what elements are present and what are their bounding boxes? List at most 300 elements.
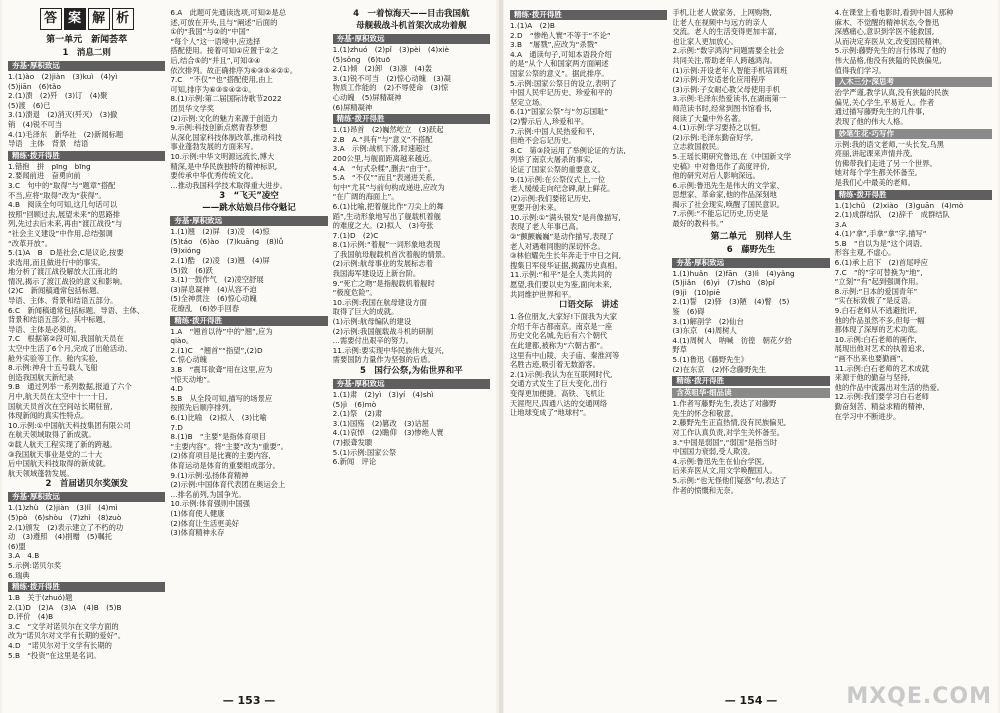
answer-line: 作者的愤慨和无奈。: [672, 485, 738, 495]
answer-line: (2)体育让生活更美好: [170, 518, 240, 528]
answer-line: (2)示例:我国舰载战斗机的研制: [332, 326, 434, 336]
section-band: 精练·拨开得胜: [333, 114, 490, 124]
answer-line: 立志救国救民。: [672, 142, 724, 152]
answer-line: 背景和结语五部分。其中标题、: [8, 315, 111, 325]
answer-line: 月中,航天员在太空中十一十日,: [8, 392, 108, 401]
answer-line: 11.示例:白石老师的艺术成就: [834, 363, 929, 373]
answer-line: 9.“死亡之吻”是指舰载机着舰时: [332, 278, 435, 288]
answer-line: “在广阔的海面上”。: [332, 192, 399, 202]
answer-line: 野草: [672, 345, 687, 355]
answer-block: [8, 503, 165, 580]
unit-title: 第一单元 新闻荟萃: [46, 35, 128, 45]
answer-line: 6.瑞典: [8, 570, 30, 580]
answer-line: 9.B 通过列举一系列数据,报道了六个: [8, 382, 132, 392]
left-page: [2, 0, 496, 713]
answer-line: 地分析了渡江战役解放大江南北的: [8, 267, 118, 277]
answer-line: 4.A “句式杂糅”,删去“由于”。: [332, 163, 436, 173]
answer-line: 6.示例:鲁迅先生是伟大的文学家、: [672, 180, 784, 190]
section-band: 妙笔生花·巧写作: [835, 129, 992, 139]
answer-line: 后中国航天科技取得的新成就。: [8, 459, 111, 469]
answer-line: 可知,排序为⑥③⑤④②①。: [170, 84, 256, 94]
answer-line: 4.D: [170, 384, 183, 394]
answer-line: (9)xióng: [170, 246, 201, 256]
answer-line: 1.错抱 拼 pīng bīng: [8, 161, 91, 171]
header-char: 答: [40, 8, 62, 30]
answer-line: 2.(1)誓 (2)驿 (3)陋 (4)瞥 (5): [672, 297, 790, 307]
answer-line: 11.示例:要实现中华民族伟大复兴,: [332, 345, 444, 355]
answer-line: (2)示例:开发适老化应用程序: [672, 75, 766, 85]
answer-line: 最好的教科书。”: [672, 219, 724, 229]
answer-line: 6.C 新闻稿通常包括标题、导语、主体、: [8, 305, 145, 315]
right-page: [504, 0, 998, 713]
left-col-2: [170, 8, 327, 687]
answer-line: 在航天领域取得了新成就。: [8, 430, 96, 440]
answer-line: 1.(1)昂首 (2)巍然屹立 (3)跃起: [332, 125, 444, 135]
answer-block: [672, 8, 829, 229]
answer-line: 4.在课堂上看电影时,看到中国人那种: [834, 8, 954, 17]
answer-line: 2.(1)成群结队 (2)辞千 成群结队: [834, 210, 950, 220]
answer-line: 销 (4)锐不可当: [8, 119, 63, 129]
left-col-3: [333, 8, 490, 687]
answer-line: (1)体育使人健康: [170, 508, 225, 518]
header-char: 析: [112, 8, 134, 30]
answer-line: 4.(1)毛泽东 新华社 (2)新闻标题: [8, 129, 124, 139]
answer-line: 论证了国家公祭的重要意义。: [510, 164, 605, 174]
answer-line: 他的作品虽然不多,但每一幅: [834, 315, 925, 325]
answer-line: 8.(1)示例:第二届国际诗歌节2022: [170, 94, 282, 104]
answer-line: 5.王瑶长期研究鲁迅,在《中国新文学: [672, 151, 792, 161]
section-band: 夯基·厚积致远: [8, 61, 165, 71]
answer-line: 历史文化名城,先后有六个朝代: [510, 331, 608, 341]
section-band: 精练·拨开得胜: [510, 10, 667, 20]
answer-line: 10.示例:我国在航母建设方面: [332, 297, 427, 307]
answer-line: ②载人航天工程实现了新的跨越。: [8, 439, 117, 449]
answer-block: [835, 201, 992, 422]
answer-line: (7)振聋发聩: [332, 437, 373, 447]
answer-line: 共同维护世界和平。: [510, 289, 576, 299]
answer-line: 9.白石老师从不逃避批评,: [834, 306, 917, 316]
answer-line: “改革开放”。: [8, 238, 53, 248]
answer-line: 4.(1)周树人 呐喊 彷徨 朝花夕拾: [672, 335, 792, 345]
answer-line: 史稿》中对鲁迅作了高度评价,: [672, 161, 770, 171]
answer-block: [170, 227, 327, 313]
answer-line: (3)东京 (4)周树人: [672, 326, 737, 336]
answer-line: 10.示例:中华文明源远流长,博大: [170, 151, 275, 161]
answer-line: (5)jiǎn (6)yì (7)shū (8)pǐ: [672, 278, 775, 288]
answer-line: (2)示例:中国体育代表团在奥运会上: [170, 480, 286, 490]
answer-line: 坚定立场。: [510, 97, 547, 107]
answer-block: [170, 8, 327, 190]
answer-line: 3.B “震耳欲聋”用在这里,应为: [170, 365, 273, 374]
answer-line: 1.作者写藤野先生,表达了对藤野: [672, 399, 777, 409]
answer-line: 亮丽,讲起课来声情并茂,: [834, 149, 913, 159]
answer-line: (5)致 (6)跃: [170, 265, 213, 275]
answer-line: 师范读书时,经常到图书馆看书,: [672, 103, 772, 113]
section-band: 精练·拨开得胜: [835, 190, 992, 200]
answer-line: “主要内容”。将“主要”改为“重要”。: [170, 441, 288, 451]
answer-line: 揭示了社会现实,唤醒了国民意识。: [672, 199, 785, 209]
answer-line: 舱外实验等工作。舱内实验,: [8, 353, 98, 363]
answer-line: (6)屏精凝神: [332, 102, 373, 112]
answer-line: 事业蓬勃发展的方面来写。: [170, 142, 258, 152]
answer-line: 搭配使用。接着可知①应置于②之: [170, 46, 279, 56]
answer-line: 5.示例:“也无怪他们疑惑”句,表达了: [672, 475, 787, 485]
answer-analysis-header: [8, 8, 165, 30]
answer-line: 动 (3)遵照 (4)捐赠 (5)嘱托: [8, 532, 112, 542]
lesson-title: 2 首届诺贝尔奖颁发: [45, 479, 128, 490]
answer-line: 国家公祭的意义”。据此排序。: [510, 68, 609, 78]
answer-line: “社会主义建设”中作用,总结强调: [8, 228, 113, 238]
answer-line: (6)盟: [8, 541, 26, 551]
answer-line: 2.藤野先生正直热情,没有民族偏见,: [672, 418, 787, 428]
answer-line: 介绍千年古都南京。南京是一座: [510, 321, 613, 331]
answer-line: 1.(1)zhuó (2)pǐ (3)pèi (4)xiè: [332, 45, 450, 54]
answer-line: (2)在东京 (2)怀念藤野先生: [672, 364, 766, 374]
answer-line: 示例:我的语文老师,一头长发,乌黑: [834, 139, 944, 149]
answer-line: 1.(1)A (2)B: [510, 21, 555, 30]
answer-line: 6.(1)比喻 (2)拟人 (3)比喻: [170, 412, 267, 422]
answer-line: 值得我们学习。: [834, 65, 886, 75]
answer-line: (3)屏息凝神 (4)从容不迫: [170, 284, 257, 294]
answer-line: 她对每个学生都关怀备至,: [834, 168, 918, 178]
answer-line: 不当,应将“取得”改为“获得”。: [8, 190, 106, 200]
answer-line: 先生的怀念和敬意。: [672, 408, 738, 418]
answer-line: (9)jì (10)piē: [672, 287, 721, 297]
answer-line: 1.A “翘首以待”中的“翘”,应为: [170, 326, 273, 336]
header-char: 解: [88, 8, 110, 30]
answer-line: 4.示例:鲁迅先生在仙台学医,: [672, 456, 765, 466]
answer-line: “惊天动地”。: [170, 374, 215, 384]
answer-line: 6.(1)“国家公祭”与“勿忘国耻”: [510, 107, 609, 117]
answer-line: 从而决定弃医从文,改变国民精神。: [834, 36, 947, 46]
header-char: 案: [64, 8, 86, 30]
answer-line: 变得更加便捷。高铁、飞机让: [510, 388, 605, 398]
page-number: — 154 —: [724, 694, 778, 707]
answer-line: 在学习中不断进步。: [834, 411, 901, 421]
answer-line: 1.(1)肃 (2)yì (3)yí (4)shì: [332, 390, 434, 399]
answer-block: [8, 162, 165, 479]
answer-line: 2.(1)酷 (2)凌 (3)翘 (4)屏: [170, 256, 270, 266]
answer-line: 老人缓缓走向纪念碑,献上鲜花。: [510, 184, 615, 194]
answer-line: 后,结合⑤的“并且”,可知③④: [170, 55, 261, 65]
section-band: 含英咀华·细品读: [672, 388, 829, 398]
answer-line: 蹈”,生动形象地写出了舰载机着舰: [332, 211, 441, 221]
answer-line: 5.(1)鲁迅《藤野先生》: [672, 355, 749, 364]
answer-line: (2)警示后人,珍爱和平。: [510, 116, 589, 126]
right-col-2: [672, 8, 829, 687]
answer-line: 也让家人更加放心。: [672, 36, 738, 46]
answer-line: ①的“我国”与②的“中国”: [170, 27, 250, 37]
answer-line: …排名前列,为国争光。: [170, 489, 246, 499]
answer-line: 的是“从个人和国家两方面阐述: [510, 59, 609, 69]
answer-line: (5)渡 (6)已: [8, 100, 51, 110]
page-gutter: [499, 0, 503, 713]
lesson-title: 3 “飞天”凌空: [219, 191, 279, 202]
answer-line: (5)jiān (6)tǎo: [8, 81, 61, 91]
answer-line: 1.(1)ào (2)jiàn (3)kuì (4)yì: [8, 72, 118, 81]
answer-line: 让老人在视频中与远方的亲人: [672, 17, 768, 27]
answer-line: 共同关注,帮助老年人跨越鸿沟。: [672, 55, 777, 65]
answer-line: 3.B “屠戮”,应改为“杀戮”: [510, 40, 598, 50]
answer-line: ③我国航天事业是党的二十大: [8, 449, 103, 459]
answer-line: 治学严谨,教学认真,没有狭隘的民族: [834, 88, 949, 98]
answer-line: 2.(1)颁发 (2)表示建立了不朽的功: [8, 522, 124, 532]
right-col-1: [510, 8, 667, 687]
answer-line: 9.(1)示例:在公祭仪式上,一位: [510, 174, 606, 184]
answer-line: 3.(1)一鼓作气 (2)凌空舒展: [170, 275, 264, 285]
answer-line: 他的研究对后人影响深远。: [672, 171, 760, 181]
answer-line: (2)示例:文化的魅力来源于创造力: [170, 113, 278, 123]
answer-line: 2.(1)C “翘首”“指望”,(2)D: [170, 345, 263, 355]
answer-line: 偏见,关心学生,平易近人。作者: [834, 97, 935, 107]
unit-title: 第二单元 别样人生: [710, 231, 792, 242]
answer-line: 3.(1)溃退 (2)消灭(歼灭) (3)撤: [8, 110, 118, 120]
answer-line: 5.(1)示例:国家公祭: [332, 447, 397, 457]
answer-block: [8, 72, 165, 149]
answer-block: [333, 390, 490, 467]
answer-line: 1.各位朋友,大家好!下面我为大家: [510, 312, 618, 322]
answer-line: 团员华文学奖: [170, 103, 215, 113]
answer-line: (5)sǒng (6)tuō: [332, 54, 391, 64]
lesson-title: 1 消息二则: [62, 48, 111, 58]
answer-line: 按照先后顺序排列。: [170, 403, 236, 413]
answer-line: 3.(1)锐不可当 (2)惊心动魄 (3)凝: [332, 73, 451, 83]
section-band: 入木三分·深思考: [835, 77, 992, 87]
answer-block: [835, 140, 992, 188]
answer-line: 需要国防力量作为坚强的后盾。: [332, 355, 435, 365]
answer-line: 3.A: [834, 219, 847, 229]
answer-line: 7.C “不仅”“也”搭配使用,由上: [170, 75, 273, 85]
answer-line: 4.(1)示例:学习要持之以恒。: [672, 123, 766, 133]
answer-line: 2.(1)倾 (2)卸 (3)凛 (4)轰: [332, 64, 433, 74]
answer-line: …推动我国科学技术取得重大进步。: [170, 180, 288, 190]
answer-line: 我国海军建设迈上新台阶。: [332, 269, 421, 279]
answer-line: 按照“回顾过去,展望未来”的思路排: [8, 209, 121, 219]
answer-line: 深感痛心,意识到学医不能救国,: [834, 27, 935, 37]
section-band: 夯基·厚积致远: [170, 216, 327, 226]
answer-line: (2)示例:航母事业的发展标志着: [332, 259, 434, 269]
answer-line: 2.示例:“数字鸿沟”问题需要全社会: [672, 46, 785, 56]
answer-line: 2.(1)溃 (2)歼 (3)订 (4)聚: [8, 91, 108, 101]
answer-line: 10.示例:白石老师的画作,: [834, 334, 917, 344]
answer-line: 7.示例:“不能忘记历史,历史是: [672, 209, 769, 219]
answer-line: 让地球变成了“地球村”。: [510, 408, 591, 418]
answer-line: 7.示例:中国人民热爱和平,: [510, 126, 595, 136]
answer-line: 麻木、不觉醒的精神状态,令鲁迅: [834, 17, 940, 27]
answer-line: 8.C 第③段运用了举例论证的方法,: [510, 145, 626, 155]
section-band: 夯基·厚积致远: [672, 258, 829, 268]
answer-line: 更要开创未来。: [510, 203, 562, 213]
answer-line: 2.(1)祭 (2)肃: [332, 409, 383, 419]
answer-line: D.评价 (4)B: [8, 612, 54, 622]
section-band: 精练·拨开得胜: [672, 376, 829, 386]
answer-line: 8.示例:“日本的爱国青年”: [834, 286, 918, 296]
answer-line: 5.(1)A B D是社会,C是议论,按要: [8, 248, 124, 258]
answer-line: 2.B A.“具有”与“意义”不搭配: [332, 134, 433, 144]
answer-line: 7.(1)D (2)C: [332, 230, 379, 240]
answer-line: 导语、主体是必须的。: [8, 324, 81, 334]
answer-line: “实在标致极了”是反语。: [834, 296, 916, 306]
answer-line: (2)示例:我们要铭记历史,: [510, 193, 591, 203]
answer-line: 11.示例:“和平”是全人类共同的: [510, 270, 612, 280]
answer-line: 3.“中国是弱国”,“弱国”是指当时: [672, 437, 777, 447]
answer-line: 9.(1)示例:弘扬体育精神: [170, 470, 249, 480]
answer-line: 5.B “自以为是”这个词语,: [834, 238, 923, 248]
answer-line: 7.D: [170, 422, 183, 432]
answer-line: 勤奋刻苦、精益求精的精神,: [834, 401, 925, 411]
answer-line: 6.(1)承上启下 (2)首尾呼应: [834, 258, 928, 268]
answer-line: 精深,是中华民族独特的精神标识,: [170, 161, 278, 171]
answer-line: 交通方式发生了巨大变化,出行: [510, 379, 608, 389]
answer-line: 导语、主体、背景和结语五部分。: [8, 296, 118, 306]
answer-line: “每个人”这一语境中,应选择: [170, 36, 261, 46]
answer-line: 3.示例:毛泽东热爱读书,在湖南第一: [672, 94, 787, 104]
answer-line: 交流。老人的生活变得更加丰富,: [672, 27, 777, 37]
section-band: 夯基·厚积致远: [8, 492, 165, 502]
answer-line: 搜集日军侵华证据,揭露历史真相。: [510, 260, 622, 270]
page-number: — 153 —: [222, 694, 276, 707]
answer-line: 1.(1)翘 (2)屏 (3)凌 (4)惊: [170, 227, 270, 237]
answer-block: [8, 593, 165, 660]
answer-line: 列举了南京大屠杀的事实,: [510, 155, 593, 165]
answer-line: 创造我国航天新纪录: [8, 372, 74, 382]
watermark-logo: MXQE.COM: [846, 684, 992, 709]
answer-line: 6.(1)比喻,把着舰比作“刀尖上的舞: [332, 201, 444, 211]
answer-line: 求选用,而且做进行中的事实,: [8, 257, 101, 267]
answer-line: 4.D “诺贝尔对于文学有长期的: [8, 641, 112, 651]
answer-line: 1.(1)zhù (2)jiàn (3)lǐ (4)mì: [8, 503, 118, 513]
answer-line: 8.(1)示例:“着舰”一词形象地表现: [332, 240, 441, 250]
answer-line: 花缭乱 (6)妙手回春: [170, 304, 240, 314]
left-col-1: [8, 8, 165, 687]
answer-block: [333, 45, 490, 112]
section-band: 精练·拨开得胜: [170, 316, 327, 326]
answer-line: ②“颤颤巍巍”是动作描写,表现了: [510, 232, 614, 242]
answer-line: 句中“尤其”与前句构成递进,应改为: [332, 182, 445, 192]
answer-line: 在此建都,被称为“六朝古都”。: [510, 341, 608, 350]
answer-line: 200公里,与舰面距离越来越近。: [332, 153, 437, 163]
answer-line: ③林伯耀先生长年奔走于中日之间,: [510, 251, 622, 261]
answer-line: 1.B 关于(zhuó)题: [8, 593, 73, 603]
answer-line: 心动魄 (5)屏精凝神: [332, 92, 402, 102]
answer-line: 从深化国家科技体制改革,推动科技: [170, 132, 283, 142]
answer-line: 3.(1)解剖学 (2)仙台: [672, 316, 744, 326]
answer-line: 太空中生活了6个月,完成了出舱活动、: [8, 344, 132, 354]
answer-line: 10.示例:体育强则中国强: [170, 499, 251, 509]
section-band: 精练·拨开得胜: [8, 151, 165, 161]
answer-line: 的难度之大。(2)拟人 (3)夸张: [332, 221, 434, 231]
answer-line: 他的作品中流露出对生活的热爱。: [834, 382, 945, 392]
answer-line: 6.A 此题可先通读选项,可知②是总: [170, 8, 287, 17]
answer-line: 3.A 示例:战机下滑,时速超过: [332, 144, 430, 154]
answer-line: 5.示例:诺贝尔奖: [8, 560, 62, 570]
answer-line: 6.新闻 评论: [332, 457, 377, 467]
answer-line: C.惊心动魄: [170, 355, 207, 365]
answer-block: [672, 399, 829, 495]
answer-line: 3.C “文学对诺贝尔在文学方面的: [8, 621, 119, 631]
answer-line: …需要付出艰辛的努力。: [332, 336, 413, 346]
answer-line: “立刻”“有”起到强调作用。: [834, 277, 923, 287]
answer-line: 了我国航母舰载机首次着舰的情景。: [332, 249, 450, 259]
answer-block: [510, 312, 667, 418]
answer-line: 通过描写藤野先生的几件事,: [834, 107, 925, 117]
answer-line: 7.C “的”字可替换为“地”,: [834, 267, 923, 277]
oral-communication-title: 口语交际 讲述: [558, 300, 619, 311]
answer-line: (3)体育精神永存: [170, 528, 225, 538]
answer-line: 10.示例:①中国航天科技集团有限公司: [8, 420, 131, 430]
answer-line: 来源于他的勤奋与坚持,: [834, 373, 910, 383]
answer-block: [333, 125, 490, 365]
answer-block: [835, 88, 992, 126]
section-band: 夯基·厚积致远: [333, 34, 490, 44]
answer-line: 情况,揭示了渡江战役的意义和影响。: [8, 276, 128, 286]
answer-line: (5)táo (6)ào (7)kuāng (8)lǚ: [170, 236, 284, 246]
answer-line: 鉴 (6)碍: [672, 307, 705, 317]
answer-line: “画不出来也要勤画”。: [834, 354, 908, 363]
answer-line: “极度危险”。: [332, 288, 377, 298]
answer-line: 4.(1)“拿”,手拿“拿”字,描写“: [834, 229, 927, 239]
answer-line: 依次排列。故正确排序为⑥③⑤④②①。: [170, 65, 298, 75]
answer-line: 表现了他的伟大人格。: [834, 116, 908, 126]
answer-line: 5.A “不仅”“而且”表递进关系,: [332, 173, 436, 183]
answer-line: (3)示例:子女耐心教父母使用手机: [672, 84, 780, 94]
section-band: 精练·拨开得胜: [8, 582, 165, 592]
answer-line: 2.(1)D (2)A (3)A (4)B (5)B: [8, 602, 122, 612]
lesson-title: 6 藤野先生: [726, 244, 776, 255]
answer-line: 12.示例:我们要学习白石老师: [834, 392, 929, 402]
answer-line: 导语 主体 背景 结语: [8, 139, 89, 149]
answer-line: 阅读了大量中外名著。: [672, 113, 746, 123]
lesson-subtitle: ——跳水姑娘吕伟夺魁记: [202, 203, 296, 214]
answer-line: 5.B “投资”在这里是名词。: [8, 650, 101, 660]
answer-line: 要传承中华优秀传统文化。: [170, 171, 258, 181]
answer-line: 后来弃医从文,用文学唤醒国人。: [672, 466, 777, 476]
answer-line: 7.C 根据第②段可知,我国航天员在: [8, 334, 124, 344]
answer-line: 5.示例:国家公祭日的设立,表明了: [510, 78, 617, 88]
answer-line: 体育运动是体育的重要组成部分。: [170, 460, 280, 470]
answer-line: 手机,让老人做家务、上网购物,: [672, 8, 772, 17]
answer-line: (2)示例:毛泽东勤奋好学,: [672, 132, 754, 142]
lesson-title: 4 一着惊海天——目击我国航: [353, 9, 470, 19]
answer-line: 国航天员首次在空间站长期驻留,: [8, 401, 113, 411]
answer-line: 取得了巨大的成就。: [332, 307, 399, 317]
answer-line: 天涯咫尺,四通八达的交通网络: [510, 398, 608, 408]
answer-line: 3.C 句中的“取得”与“题章”搭配: [8, 180, 116, 190]
lesson-title: 母舰载战斗机首架次成功着舰: [356, 21, 467, 31]
answer-line: 愿望,我们要以史为鉴,面向未来,: [510, 280, 612, 290]
answer-line: 9.示例:科技创新点燃青春梦想: [170, 123, 268, 133]
answer-line: 4.A 通读句子,可知本语段介绍: [510, 49, 612, 59]
right-col-3: [835, 8, 992, 687]
answer-line: 2.D “惨绝人寰”不等于“不论”: [510, 30, 611, 40]
answer-block: [672, 269, 829, 375]
answer-line: 8.示例:神舟十五号载人飞船: [8, 363, 98, 373]
answer-line: 5.B 从全段可知,描写的场景应: [170, 393, 273, 403]
answer-line: (5)pò (6)shòu (7)zhì (8)zuò: [8, 512, 122, 522]
answer-line: 名胜古迹,吸引着无数游客。: [510, 360, 600, 370]
answer-line: 3.(1)国殇 (2)篡改 (3)诂屈: [332, 418, 430, 428]
answer-line: (2)C 新闻稿通常包括标题、: [8, 286, 104, 296]
answer-line: (1)示例:开设老年人智能手机培训班: [672, 65, 788, 75]
answer-line: 仿佛带我们走进了另一个世界。: [834, 158, 937, 168]
section-band: 夯基·厚积致远: [333, 379, 490, 389]
answer-line: (5)jì (6)mò: [332, 399, 377, 409]
answer-line: 体现新闻的真实性特点。: [8, 411, 89, 421]
answer-block: [170, 327, 327, 538]
answer-block: [835, 8, 992, 75]
answer-line: (5)全神贯注 (6)惊心动魄: [170, 294, 257, 304]
answer-line: 对工作认真负责,对学生关怀备至。: [672, 427, 785, 437]
